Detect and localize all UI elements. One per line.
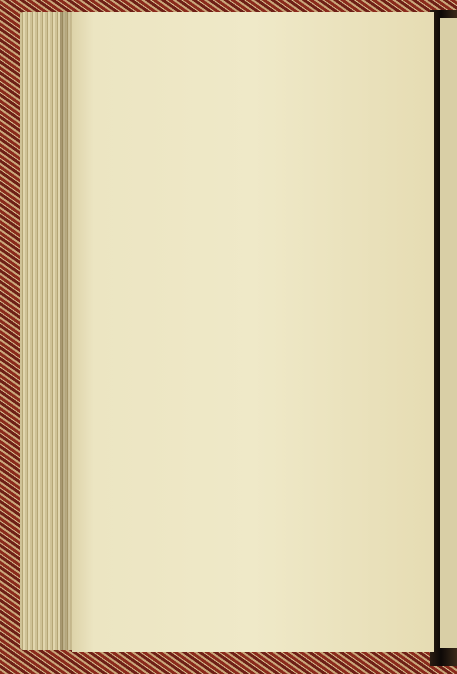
running-head [98,68,106,83]
facing-page-edge [440,18,457,648]
